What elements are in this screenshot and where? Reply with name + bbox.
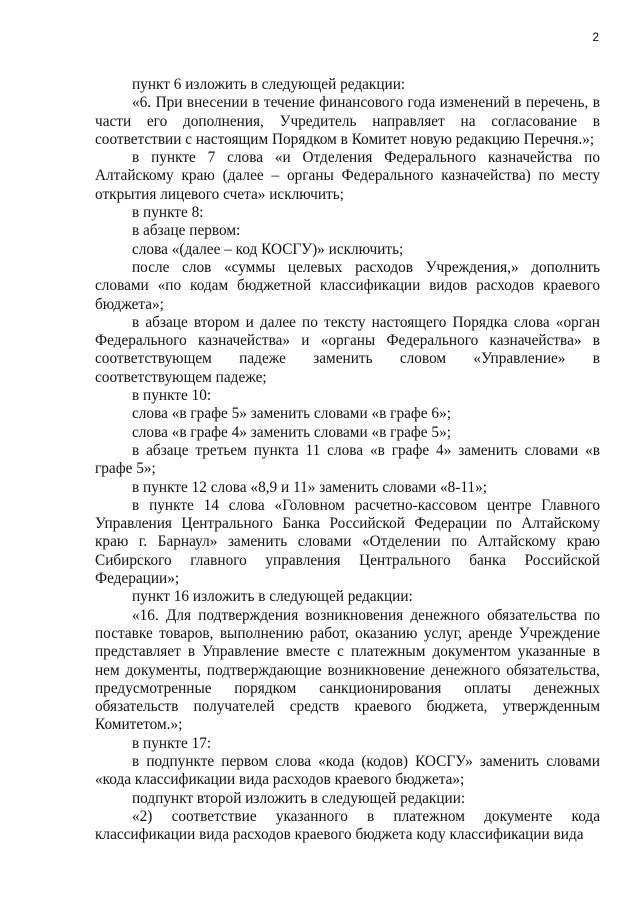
paragraph-12: в абзаце третьем пункта 11 слова «в графе 4» заменить словами «в графе 5»; [95, 441, 600, 478]
paragraph-3: в пункте 7 слова «и Отделения Федерального казначейства по Алтайскому краю (далее – органы Федерального казначейства) по месту открытия лицевого счета» исключить; [95, 149, 600, 203]
paragraph-11: слова «в графе 4» заменить словами «в графе 5»; [132, 423, 451, 441]
page-number: 2 [592, 30, 599, 44]
paragraph-8: в абзаце втором и далее по тексту настоящего Порядка слова «орган Федерального казначейства» и «органы Федерального казначейства» в соответствующем падеже заменить словом «Управление» в соответствующем падеже; [95, 313, 600, 386]
document-body [95, 76, 600, 844]
paragraph-20: «2) соответствие указанного в платежном документе кода классификации вида расходов краевого бюджета коду классификации вида [95, 807, 600, 844]
paragraph-18: в подпункте первом слова «кода (кодов) КОСГУ» заменить словами «кода классификации вида расходов краевого бюджета»; [95, 752, 600, 789]
paragraph-4: в пункте 8: [132, 204, 204, 222]
paragraph-6: слова «(далее – код КОСГУ)» исключить; [132, 240, 404, 258]
paragraph-16: «16. Для подтверждения возникновения денежного обязательства по поставке товаров, выполнению работ, оказанию услуг, аренде Учреждение представляет в Управление вместе с платежным документом указанные в нем документы, подтверждающие возникновение денежного обязательства, предусмотренные порядком санкционирования оплаты денежных обязательств получателей средств краевого бюджета, утвержденным Комитетом.»; [95, 606, 600, 734]
paragraph-5: в абзаце первом: [132, 222, 241, 240]
paragraph-1: пункт 6 изложить в следующей редакции: [132, 76, 406, 93]
paragraph-9: в пункте 10: [132, 387, 212, 405]
paragraph-10: слова «в графе 5» заменить словами «в графе 6»; [132, 405, 451, 423]
paragraph-19: подпункт второй изложить в следующей редакции: [132, 789, 466, 807]
paragraph-17: в пункте 17: [132, 734, 212, 752]
paragraph-13: в пункте 12 слова «8,9 и 11» заменить словами «8-11»; [132, 478, 487, 496]
paragraph-14: в пункте 14 слова «Головном расчетно-кассовом центре Главного Управления Центрального Банка Российской Федерации по Алтайскому краю г. Барнаул» заменить словами «Отделении по Алтайскому краю Сибирского главного управления Центрального банка Российской Федерации»; [95, 496, 600, 588]
paragraph-7: после слов «суммы целевых расходов Учреждения,» дополнить словами «по кодам бюджетной классификации видов расходов краевого бюджета»; [95, 258, 600, 313]
paragraph-15: пункт 16 изложить в следующей редакции: [132, 588, 413, 606]
paragraph-2: «6. При внесении в течение финансового года изменений в перечень, в части его дополнения, Учредитель направляет на согласование в соответствии с настоящим Порядком в Комитет новую редакцию Перечня.»; [95, 94, 600, 148]
